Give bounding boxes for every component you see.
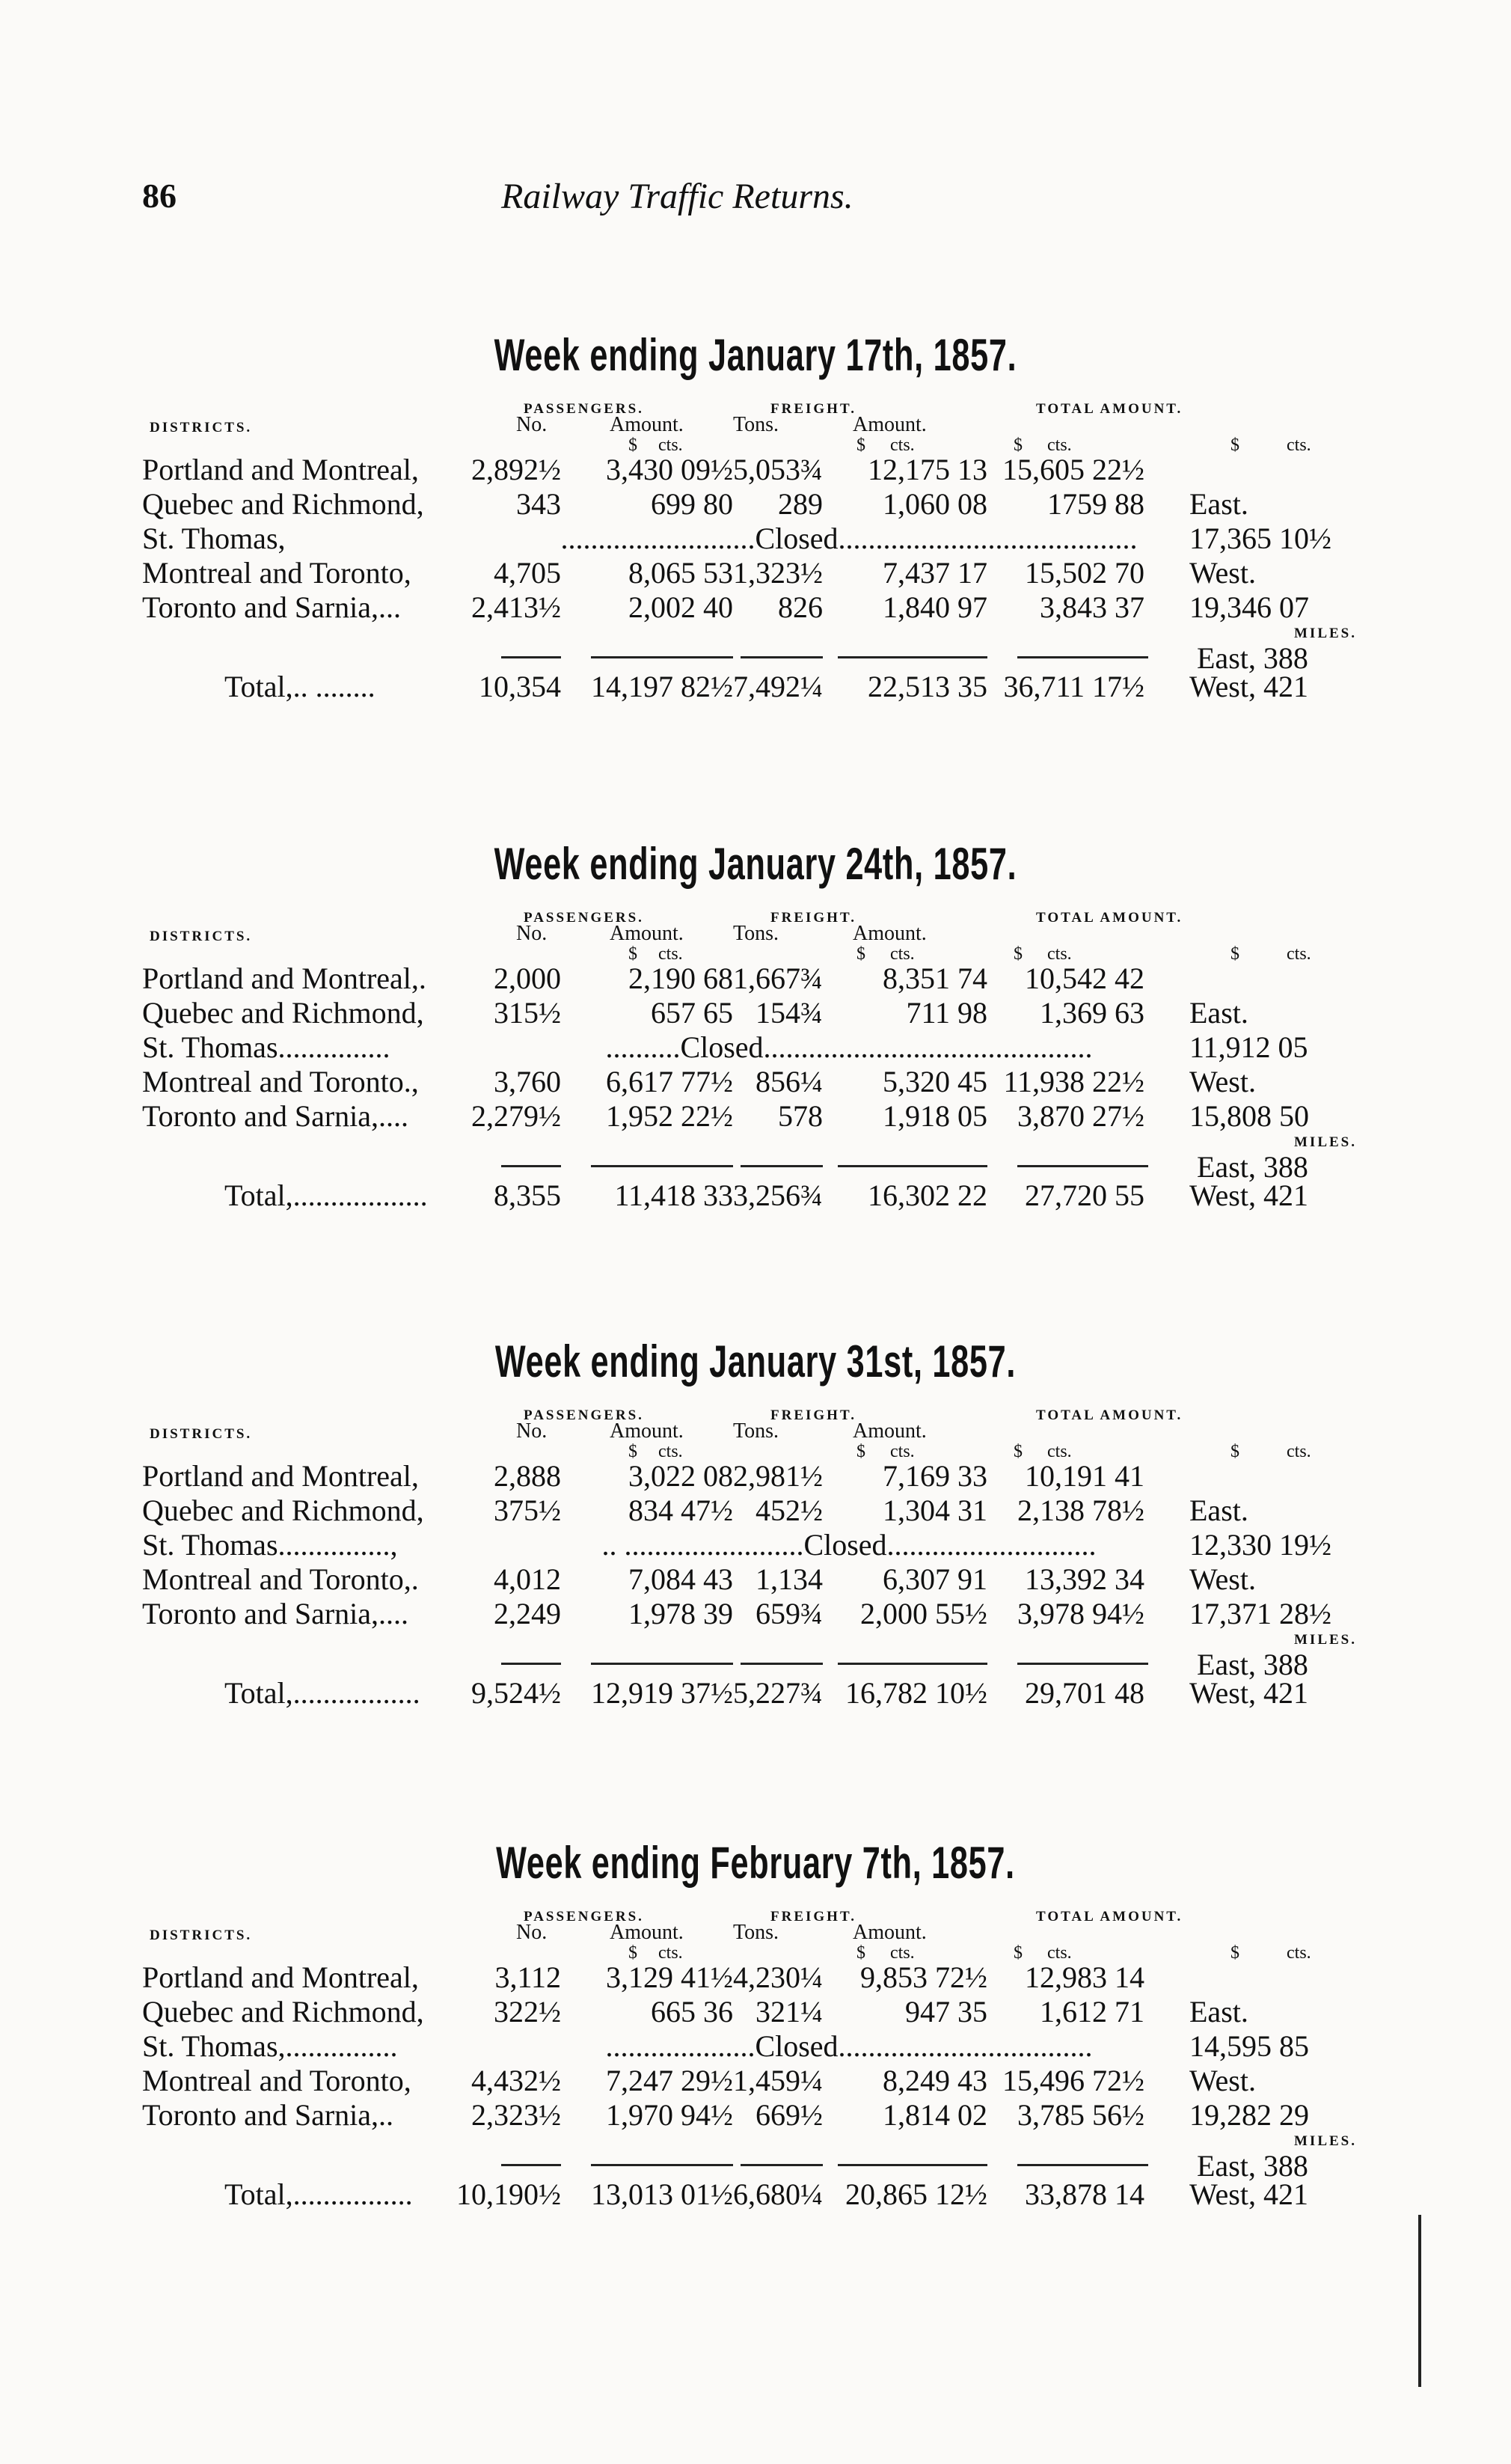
passengers-heading: PASSENGERS. [524,1909,644,1925]
passengers-heading: PASSENGERS. [524,910,644,926]
sum-rule [501,656,561,658]
total-passenger-amount: 13,013 01½ [591,2177,733,2211]
closed-notice: ....................Closed.................................. [605,2029,1093,2063]
extra-value: 17,365 10½ [1189,522,1331,555]
dollar-heading: $ [628,1943,637,1963]
total-freight-tons: 5,227¾ [733,1676,823,1710]
total-passenger-count: 10,190½ [456,2177,561,2211]
sum-rule [838,656,987,658]
extra-value: West. [1189,1562,1256,1596]
sum-rule [741,2164,823,2166]
sum-rule [591,1663,733,1665]
total-freight-amount: 16,782 10½ [845,1676,987,1710]
freight-amount: 711 98 [906,996,987,1030]
total-freight-tons: 3,256¾ [733,1178,823,1212]
freight-amount: 5,320 45 [883,1065,987,1098]
passenger-count: 4,432½ [471,2064,561,2097]
passenger-count: 4,012 [494,1562,561,1596]
total-amount: 3,843 37 [1040,590,1144,624]
sum-rule [1017,656,1148,658]
sum-rule [741,1165,823,1167]
total-passenger-count: 10,354 [479,670,561,703]
total-label: Total,.. ........ [224,670,376,703]
freight-tons: 578 [778,1099,823,1133]
tons-heading: Tons. [733,413,779,436]
total-amount: 2,138 78½ [1017,1494,1144,1527]
east-mileage: East, 388 [1197,1150,1308,1184]
total-amount: 3,785 56½ [1017,2098,1144,2132]
total-amount: 3,978 94½ [1017,1597,1144,1630]
freight-tons: 856¼ [756,1065,823,1098]
total-total-amount: 29,701 48 [1025,1676,1144,1710]
passenger-amount: 1,970 94½ [606,2098,733,2132]
tons-heading: Tons. [733,1921,779,1944]
cents-heading: cts. [1047,1943,1072,1963]
no-heading: No. [516,1921,548,1944]
freight-heading: FREIGHT. [770,401,856,417]
amount-heading: Amount. [610,1921,684,1944]
freight-tons: 1,134 [756,1562,823,1596]
dollar-heading: $ [856,944,865,964]
freight-tons: 1,459¼ [733,2064,823,2097]
total-amount: 3,870 27½ [1017,1099,1144,1133]
total-total-amount: 33,878 14 [1025,2177,1144,2211]
passenger-amount: 699 80 [651,487,733,521]
district-name: Montreal and Toronto, [142,2064,411,2097]
district-name: Montreal and Toronto,. [142,1562,419,1596]
districts-heading: DISTRICTS. [150,420,253,435]
districts-heading: DISTRICTS. [150,1426,253,1442]
miles-label: MILES. [1294,2133,1357,2149]
cents-heading: cts. [1287,1943,1311,1963]
freight-tons: 659¾ [756,1597,823,1630]
total-amount: 11,938 22½ [1003,1065,1144,1098]
extra-value: East. [1189,1494,1248,1527]
cents-heading: cts. [1287,1442,1311,1461]
cents-heading: cts. [1047,1442,1072,1461]
dollar-heading: $ [628,435,637,455]
passenger-count: 2,892½ [471,453,561,486]
freight-amount: 12,175 13 [868,453,987,486]
week-section [142,1336,1369,1792]
passenger-count: 3,760 [494,1065,561,1098]
district-name: Portland and Montreal, [142,453,419,486]
total-amount: 10,542 42 [1025,962,1144,995]
freight-amount: 947 35 [905,1995,987,2029]
miles-label: MILES. [1294,1134,1357,1150]
passenger-count: 2,249 [494,1597,561,1630]
closed-notice: ..........................Closed........................................ [560,522,1138,555]
district-name: Montreal and Toronto., [142,1065,419,1098]
west-mileage: West, 421 [1189,1178,1308,1212]
passenger-count: 343 [516,487,561,521]
districts-heading: DISTRICTS. [150,929,253,944]
total-freight-tons: 6,680¼ [733,2177,823,2211]
total-amount: 15,496 72½ [1002,2064,1144,2097]
district-name: Toronto and Sarnia,.... [142,1597,409,1630]
total-amount: 15,502 70 [1025,556,1144,590]
sum-rule [1017,1165,1148,1167]
freight-amount: 8,351 74 [883,962,987,995]
cents-heading: cts. [658,1943,683,1963]
passenger-amount: 8,065 53 [628,556,733,590]
dollar-heading: $ [856,1943,865,1963]
extra-value: East. [1189,487,1248,521]
dollar-heading: $ [856,1442,865,1461]
page-header [142,176,1369,228]
passenger-count: 4,705 [494,556,561,590]
district-name: Montreal and Toronto, [142,556,411,590]
sum-rule [741,656,823,658]
amount-heading: Amount. [610,413,684,436]
freight-amount: 1,304 31 [883,1494,987,1527]
amount-heading: Amount. [853,922,927,945]
freight-amount: 7,169 33 [883,1459,987,1493]
passenger-count: 322½ [494,1995,561,2029]
total-amount: 1,612 71 [1040,1995,1144,2029]
freight-tons: 5,053¾ [733,453,823,486]
amount-heading: Amount. [610,1419,684,1443]
margin-rule [1418,2215,1421,2387]
extra-value: 15,808 50 [1189,1099,1309,1133]
district-name: Quebec and Richmond, [142,996,424,1030]
passenger-count: 2,279½ [471,1099,561,1133]
freight-amount: 8,249 43 [883,2064,987,2097]
extra-value: West. [1189,1065,1256,1098]
passenger-count: 2,413½ [471,590,561,624]
freight-tons: 1,323½ [733,556,823,590]
dollar-heading: $ [628,944,637,964]
total-freight-amount: 16,302 22 [868,1178,987,1212]
total-amount: 15,605 22½ [1002,453,1144,486]
no-heading: No. [516,413,548,436]
district-name: Quebec and Richmond, [142,1995,424,2029]
district-name: Portland and Montreal, [142,1459,419,1493]
passenger-amount: 3,022 08 [628,1459,733,1493]
closed-notice: .. ........................Closed............................ [601,1528,1097,1562]
district-name: St. Thomas, [142,522,286,555]
passenger-amount: 657 65 [651,996,733,1030]
week-section [142,1837,1369,2293]
district-name: Toronto and Sarnia,... [142,590,402,624]
sum-rule [591,2164,733,2166]
cents-heading: cts. [890,944,915,964]
freight-amount: 9,853 72½ [860,1960,987,1994]
total-label: Total,................ [224,2177,413,2211]
freight-heading: FREIGHT. [770,910,856,926]
total-passenger-count: 9,524½ [471,1676,561,1710]
sum-rule [591,1165,733,1167]
total-passenger-count: 8,355 [494,1178,561,1212]
total-amount: 1,369 63 [1040,996,1144,1030]
freight-amount: 1,918 05 [883,1099,987,1133]
west-mileage: West, 421 [1189,670,1308,703]
total-freight-amount: 22,513 35 [868,670,987,703]
passenger-amount: 7,084 43 [628,1562,733,1596]
district-name: Portland and Montreal,. [142,962,426,995]
sum-rule [1017,2164,1148,2166]
passenger-count: 2,000 [494,962,561,995]
sum-rule [501,2164,561,2166]
freight-tons: 452½ [756,1494,823,1527]
cents-heading: cts. [1047,435,1072,455]
freight-amount: 1,060 08 [883,487,987,521]
miles-label: MILES. [1294,1632,1357,1648]
dollar-heading: $ [628,1442,637,1461]
freight-tons: 4,230¼ [733,1960,823,1994]
freight-tons: 2,981½ [733,1459,823,1493]
total-amount-heading: TOTAL AMOUNT. [1036,401,1183,417]
freight-heading: FREIGHT. [770,1909,856,1925]
total-freight-tons: 7,492¼ [733,670,823,703]
freight-tons: 154¾ [756,996,823,1030]
passengers-heading: PASSENGERS. [524,401,644,417]
west-mileage: West, 421 [1189,2177,1308,2211]
freight-amount: 6,307 91 [883,1562,987,1596]
passenger-amount: 7,247 29½ [606,2064,733,2097]
passenger-count: 375½ [494,1494,561,1527]
passenger-amount: 2,002 40 [628,590,733,624]
district-name: Toronto and Sarnia,.... [142,1099,409,1133]
total-freight-amount: 20,865 12½ [845,2177,987,2211]
sum-rule [591,656,733,658]
sum-rule [1017,1663,1148,1665]
extra-value: 12,330 19½ [1189,1528,1331,1562]
passenger-amount: 1,952 22½ [606,1099,733,1133]
freight-amount: 1,814 02 [883,2098,987,2132]
running-title: Railway Traffic Returns. [501,177,853,216]
district-name: Quebec and Richmond, [142,1494,424,1527]
dollar-heading: $ [1230,1442,1239,1461]
passenger-amount: 3,430 09½ [606,453,733,486]
freight-tons: 289 [778,487,823,521]
passenger-count: 315½ [494,996,561,1030]
freight-amount: 2,000 55½ [860,1597,987,1630]
extra-value: 14,595 85 [1189,2029,1309,2063]
dollar-heading: $ [1014,1943,1023,1963]
passenger-count: 3,112 [494,1960,561,1994]
week-title: Week ending January 17th, 1857. [494,330,1017,380]
week-section [142,329,1369,786]
no-heading: No. [516,1419,548,1443]
cents-heading: cts. [1287,435,1311,455]
districts-heading: DISTRICTS. [150,1928,253,1943]
total-amount-heading: TOTAL AMOUNT. [1036,1407,1183,1423]
passengers-heading: PASSENGERS. [524,1407,644,1423]
extra-value: East. [1189,996,1248,1030]
extra-value: 11,912 05 [1189,1030,1308,1064]
no-heading: No. [516,922,548,945]
freight-tons: 669½ [756,2098,823,2132]
cents-heading: cts. [1287,944,1311,964]
sum-rule [838,2164,987,2166]
tons-heading: Tons. [733,1419,779,1443]
extra-value: 17,371 28½ [1189,1597,1331,1630]
passenger-amount: 1,978 39 [628,1597,733,1630]
total-passenger-amount: 12,919 37½ [591,1676,733,1710]
district-name: Toronto and Sarnia,.. [142,2098,394,2132]
sum-rule [838,1663,987,1665]
amount-heading: Amount. [853,1921,927,1944]
sum-rule [501,1165,561,1167]
cents-heading: cts. [658,944,683,964]
extra-value: 19,346 07 [1189,590,1309,624]
total-amount-heading: TOTAL AMOUNT. [1036,1909,1183,1925]
east-mileage: East, 388 [1197,1648,1308,1681]
amount-heading: Amount. [853,413,927,436]
extra-value: 19,282 29 [1189,2098,1309,2132]
district-name: Quebec and Richmond, [142,487,424,521]
total-amount: 13,392 34 [1025,1562,1144,1596]
miles-label: MILES. [1294,626,1357,641]
amount-heading: Amount. [853,1419,927,1443]
week-title: Week ending January 31st, 1857. [494,1336,1017,1387]
west-mileage: West, 421 [1189,1676,1308,1710]
sum-rule [501,1663,561,1665]
sum-rule [741,1663,823,1665]
cents-heading: cts. [890,1442,915,1461]
total-label: Total,.................. [224,1178,428,1212]
freight-tons: 321¼ [756,1995,823,2029]
dollar-heading: $ [1230,1943,1239,1963]
east-mileage: East, 388 [1197,2149,1308,2183]
district-name: St. Thomas............... [142,1030,390,1064]
sum-rule [838,1165,987,1167]
week-section [142,838,1369,1294]
passenger-amount: 665 36 [651,1995,733,2029]
extra-value: West. [1189,556,1256,590]
week-title: Week ending January 24th, 1857. [494,839,1017,889]
total-passenger-amount: 11,418 33 [614,1178,733,1212]
district-name: St. Thomas..............., [142,1528,398,1562]
passenger-count: 2,888 [494,1459,561,1493]
closed-notice: ..........Closed............................................ [605,1030,1093,1064]
total-label: Total,................. [224,1676,420,1710]
cents-heading: cts. [658,1442,683,1461]
total-total-amount: 36,711 17½ [1003,670,1144,703]
extra-value: East. [1189,1995,1248,2029]
passenger-amount: 3,129 41½ [606,1960,733,1994]
cents-heading: cts. [658,435,683,455]
passenger-amount: 2,190 68 [628,962,733,995]
extra-value: West. [1189,2064,1256,2097]
freight-heading: FREIGHT. [770,1407,856,1423]
dollar-heading: $ [1014,1442,1023,1461]
week-title: Week ending February 7th, 1857. [496,1838,1015,1888]
freight-amount: 7,437 17 [883,556,987,590]
district-name: St. Thomas,............... [142,2029,398,2063]
dollar-heading: $ [1230,944,1239,964]
total-total-amount: 27,720 55 [1025,1178,1144,1212]
tons-heading: Tons. [733,922,779,945]
page-number: 86 [142,177,177,215]
dollar-heading: $ [856,435,865,455]
freight-tons: 826 [778,590,823,624]
dollar-heading: $ [1014,435,1023,455]
dollar-heading: $ [1230,435,1239,455]
district-name: Portland and Montreal, [142,1960,419,1994]
amount-heading: Amount. [610,922,684,945]
cents-heading: cts. [890,435,915,455]
total-amount: 1759 88 [1047,487,1144,521]
cents-heading: cts. [1047,944,1072,964]
freight-tons: 1,667¾ [733,962,823,995]
total-amount-heading: TOTAL AMOUNT. [1036,910,1183,926]
dollar-heading: $ [1014,944,1023,964]
passenger-count: 2,323½ [471,2098,561,2132]
passenger-amount: 6,617 77½ [606,1065,733,1098]
east-mileage: East, 388 [1197,641,1308,675]
total-passenger-amount: 14,197 82½ [591,670,733,703]
total-amount: 12,983 14 [1025,1960,1144,1994]
passenger-amount: 834 47½ [628,1494,733,1527]
freight-amount: 1,840 97 [883,590,987,624]
total-amount: 10,191 41 [1025,1459,1144,1493]
cents-heading: cts. [890,1943,915,1963]
